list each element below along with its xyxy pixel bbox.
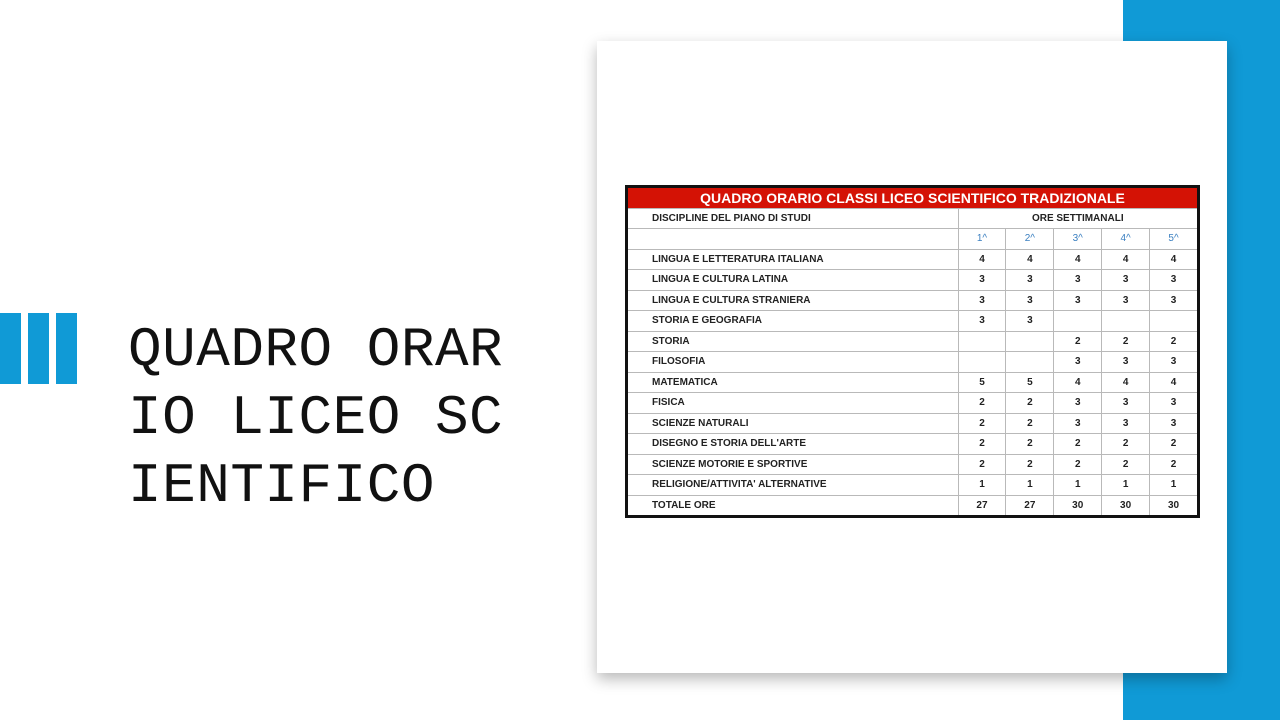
table-caption: QUADRO ORARIO CLASSI LICEO SCIENTIFICO TRADIZIONALE xyxy=(627,187,1199,209)
hours-cell: 4 xyxy=(958,249,1006,270)
hours-cell: 4 xyxy=(1054,372,1102,393)
year-header: 5^ xyxy=(1150,229,1199,250)
hours-cell xyxy=(958,352,1006,373)
hours-cell: 2 xyxy=(1006,434,1054,455)
hours-cell: 4 xyxy=(1102,249,1150,270)
hours-cell: 3 xyxy=(958,290,1006,311)
hours-cell: 1 xyxy=(1054,475,1102,496)
hours-cell: 4 xyxy=(1006,249,1054,270)
hours-cell: 30 xyxy=(1054,495,1102,517)
slide-title: QUADRO ORARIO LICEO SCIENTIFICO xyxy=(128,318,504,518)
hours-cell: 4 xyxy=(1150,249,1199,270)
subject-cell: SCIENZE MOTORIE E SPORTIVE xyxy=(627,454,959,475)
hours-cell: 30 xyxy=(1150,495,1199,517)
hours-cell: 3 xyxy=(1102,393,1150,414)
table-row xyxy=(627,475,1199,496)
hours-cell: 2 xyxy=(1150,434,1199,455)
table-row xyxy=(627,393,1199,414)
hours-cell: 2 xyxy=(1006,393,1054,414)
hours-cell: 3 xyxy=(1006,311,1054,332)
subject-cell: FILOSOFIA xyxy=(627,352,959,373)
accent-stripe xyxy=(56,313,77,384)
hours-cell: 3 xyxy=(1054,413,1102,434)
table-caption-row xyxy=(627,187,1199,209)
hours-cell: 3 xyxy=(1150,270,1199,291)
year-header-spacer xyxy=(627,229,959,250)
accent-stripe xyxy=(0,313,21,384)
hours-cell: 27 xyxy=(1006,495,1054,517)
hours-cell: 4 xyxy=(1150,372,1199,393)
schedule-table xyxy=(625,185,1200,518)
hours-cell: 2 xyxy=(1150,454,1199,475)
hours-cell: 4 xyxy=(1054,249,1102,270)
table-header-row xyxy=(627,208,1199,229)
hours-cell: 3 xyxy=(1006,290,1054,311)
table-card xyxy=(597,41,1227,673)
hours-cell: 4 xyxy=(1102,372,1150,393)
subject-cell: STORIA E GEOGRAFIA xyxy=(627,311,959,332)
accent-stripe xyxy=(28,313,49,384)
hours-cell: 27 xyxy=(958,495,1006,517)
subject-cell: LINGUA E CULTURA STRANIERA xyxy=(627,290,959,311)
hours-cell: 2 xyxy=(958,393,1006,414)
subject-cell: LINGUA E LETTERATURA ITALIANA xyxy=(627,249,959,270)
year-header: 1^ xyxy=(958,229,1006,250)
subject-cell: DISEGNO E STORIA DELL'ARTE xyxy=(627,434,959,455)
hours-cell: 2 xyxy=(1102,434,1150,455)
hours-cell: 3 xyxy=(1054,270,1102,291)
hours-cell: 3 xyxy=(958,270,1006,291)
hours-cell: 5 xyxy=(958,372,1006,393)
hours-cell: 3 xyxy=(1102,270,1150,291)
subject-cell: MATEMATICA xyxy=(627,372,959,393)
hours-cell: 2 xyxy=(958,454,1006,475)
hours-cell: 5 xyxy=(1006,372,1054,393)
hours-cell: 2 xyxy=(1006,413,1054,434)
hours-cell: 2 xyxy=(1102,331,1150,352)
table-row xyxy=(627,249,1199,270)
hours-cell: 3 xyxy=(1054,290,1102,311)
hours-cell: 3 xyxy=(1150,352,1199,373)
table-row xyxy=(627,495,1199,517)
hours-cell xyxy=(1102,311,1150,332)
hours-cell: 2 xyxy=(1054,331,1102,352)
table-row xyxy=(627,270,1199,291)
subject-cell: TOTALE ORE xyxy=(627,495,959,517)
hours-cell: 1 xyxy=(958,475,1006,496)
table-row xyxy=(627,290,1199,311)
year-header: 2^ xyxy=(1006,229,1054,250)
hours-cell: 3 xyxy=(1102,413,1150,434)
subject-cell: LINGUA E CULTURA LATINA xyxy=(627,270,959,291)
hours-cell: 3 xyxy=(1054,352,1102,373)
hours-cell: 3 xyxy=(958,311,1006,332)
subject-cell: SCIENZE NATURALI xyxy=(627,413,959,434)
hours-cell: 1 xyxy=(1006,475,1054,496)
subject-column-header: DISCIPLINE DEL PIANO DI STUDI xyxy=(627,208,959,229)
hours-cell: 3 xyxy=(1102,352,1150,373)
hours-cell: 3 xyxy=(1006,270,1054,291)
table-row xyxy=(627,454,1199,475)
table-row xyxy=(627,311,1199,332)
hours-cell: 3 xyxy=(1150,413,1199,434)
hours-column-header: ORE SETTIMANALI xyxy=(958,208,1198,229)
subject-cell: RELIGIONE/ATTIVITA' ALTERNATIVE xyxy=(627,475,959,496)
hours-cell xyxy=(1054,311,1102,332)
hours-cell: 2 xyxy=(1150,331,1199,352)
hours-cell: 2 xyxy=(1054,454,1102,475)
subject-cell: FISICA xyxy=(627,393,959,414)
subject-cell: STORIA xyxy=(627,331,959,352)
hours-cell: 3 xyxy=(1150,393,1199,414)
year-header: 3^ xyxy=(1054,229,1102,250)
year-header: 4^ xyxy=(1102,229,1150,250)
table-row xyxy=(627,434,1199,455)
hours-cell: 2 xyxy=(1054,434,1102,455)
hours-cell: 3 xyxy=(1150,290,1199,311)
hours-cell xyxy=(958,331,1006,352)
table-row xyxy=(627,413,1199,434)
hours-cell: 1 xyxy=(1150,475,1199,496)
table-row xyxy=(627,372,1199,393)
table-row xyxy=(627,352,1199,373)
hours-cell: 1 xyxy=(1102,475,1150,496)
hours-cell: 2 xyxy=(958,413,1006,434)
hours-cell: 2 xyxy=(1006,454,1054,475)
hours-cell: 2 xyxy=(958,434,1006,455)
year-header-row xyxy=(627,229,1199,250)
hours-cell xyxy=(1006,352,1054,373)
table-row xyxy=(627,331,1199,352)
hours-cell xyxy=(1150,311,1199,332)
left-accent-stripes xyxy=(0,313,80,384)
hours-cell xyxy=(1006,331,1054,352)
hours-cell: 30 xyxy=(1102,495,1150,517)
hours-cell: 3 xyxy=(1054,393,1102,414)
hours-cell: 3 xyxy=(1102,290,1150,311)
hours-cell: 2 xyxy=(1102,454,1150,475)
